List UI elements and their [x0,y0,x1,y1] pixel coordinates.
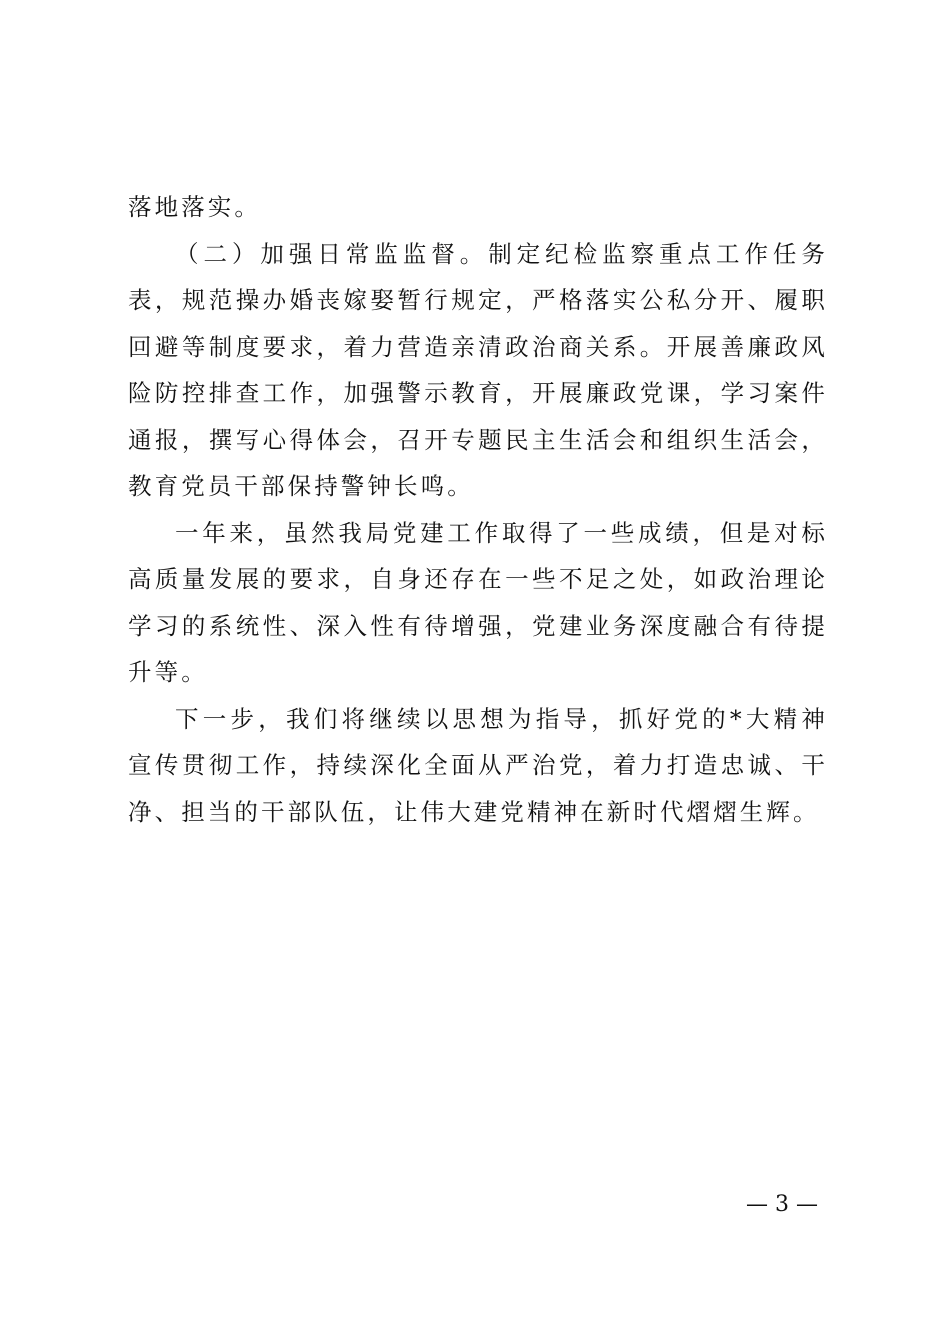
document-body [128,184,828,835]
paragraph-continuation: 落地落实。 [128,193,261,221]
paragraph-year-review: 一年来，虽然我局党建工作取得了一些成绩，但是对标高质量发展的要求，自身还存在一些不足之处，如政治理论学习的系统性、深入性有待增强，党建业务深度融合有待提升等。 [128,518,828,686]
paragraph-next-steps: 下一步，我们将继续以思想为指导，抓好党的*大精神宣传贯彻工作，持续深化全面从严治党，着力打造忠诚、干净、担当的干部队伍，让伟大建党精神在新时代熠熠生辉。 [128,704,828,826]
page-number: — 3 — [746,1192,818,1217]
paragraph-daily-supervision: （二）加强日常监监督。制定纪检监察重点工作任务表，规范操办婚丧嫁娶暂行规定，严格落实公私分开、履职回避等制度要求，着力营造亲清政治商关系。开展善廉政风险防控排查工作，加强警示教育，开展廉政党课，学习案件通报，撰写心得体会，召开专题民主生活会和组织生活会，教育党员干部保持警钟长鸣。 [128,239,828,500]
